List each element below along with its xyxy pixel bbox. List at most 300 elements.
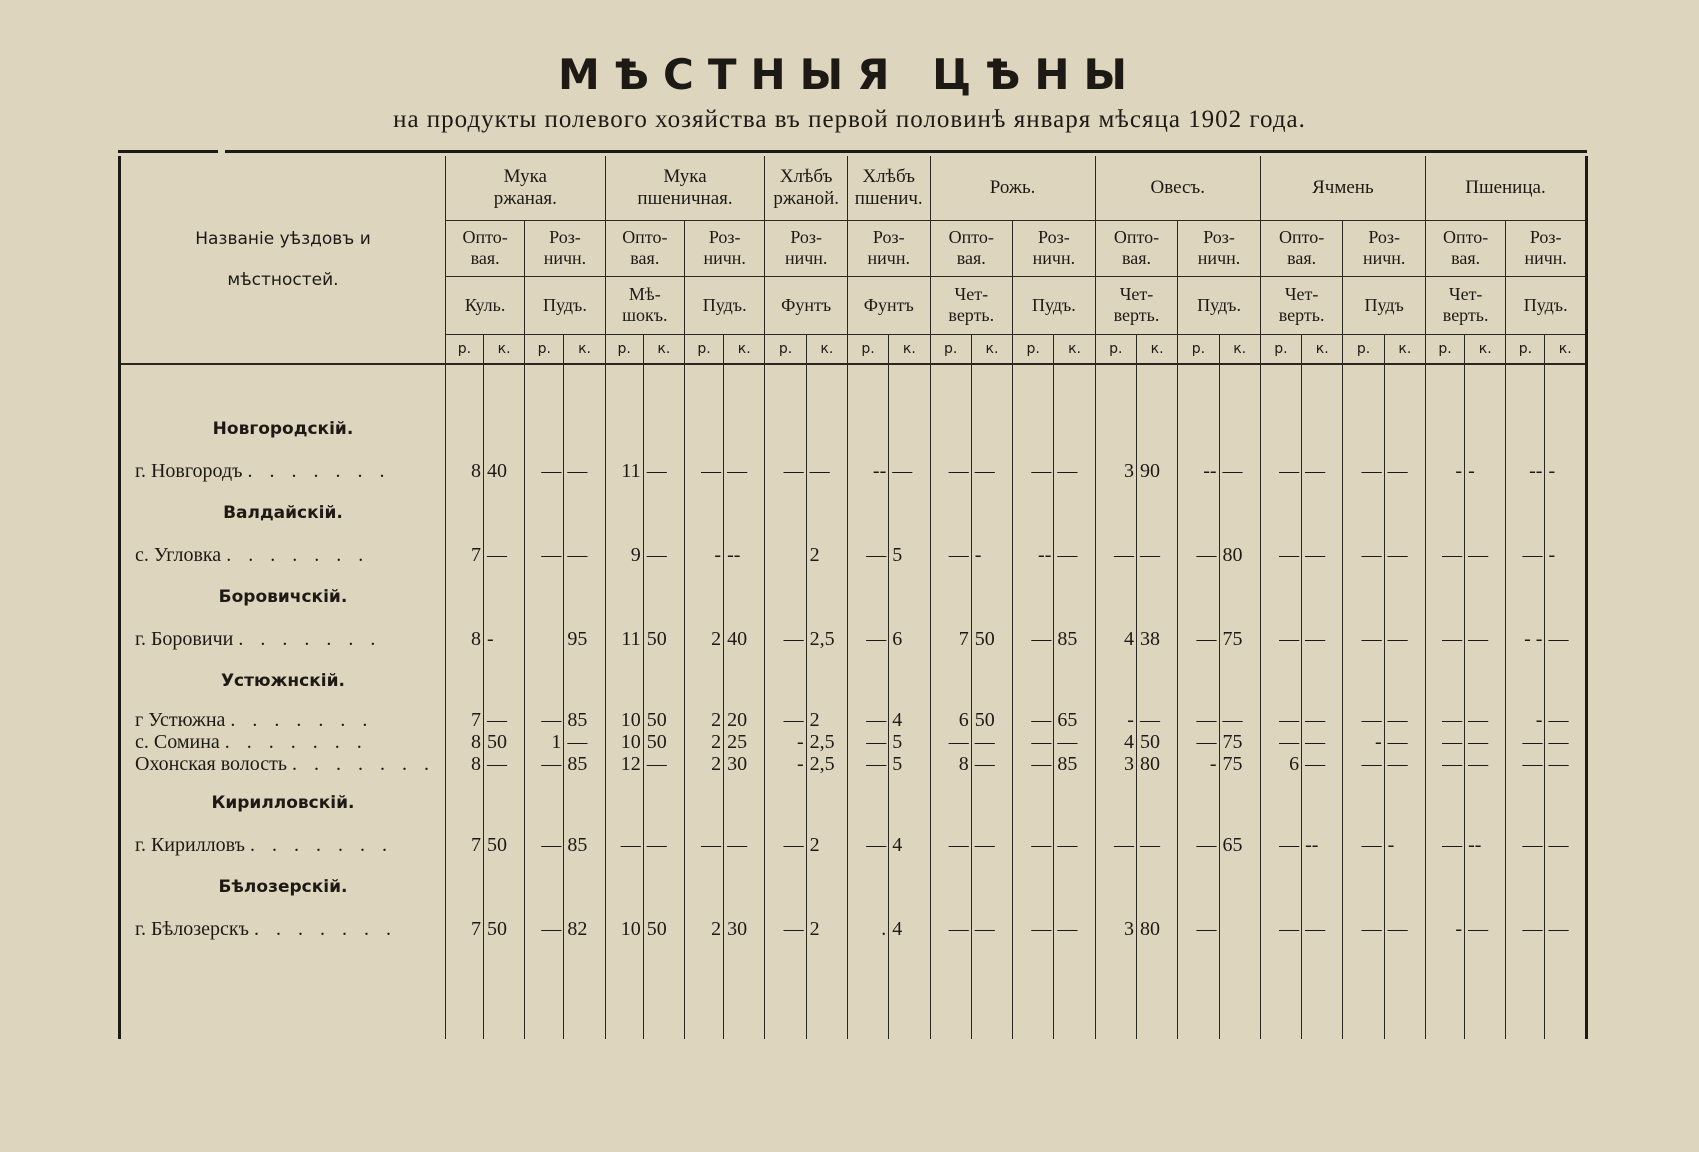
value-rubles: - <box>1095 709 1136 731</box>
value-kopecks: 75 <box>1219 731 1260 753</box>
empty-cell <box>1302 943 1343 1039</box>
empty-cell <box>525 859 564 915</box>
value-kopecks: 6 <box>889 625 930 653</box>
value-rubles: . <box>847 915 888 943</box>
header-text: Чет- <box>954 284 989 305</box>
value-kopecks <box>1219 915 1260 943</box>
empty-cell <box>1506 364 1545 401</box>
empty-cell <box>1054 653 1095 709</box>
value-kopecks: 5 <box>889 541 930 569</box>
leader-dots: . . . . . . . <box>238 627 382 650</box>
header-text: шокъ. <box>622 305 668 325</box>
value-rubles: — <box>1425 731 1464 753</box>
header-text: Опто- <box>622 227 668 248</box>
header-text: Пудъ. <box>1523 294 1568 315</box>
header-kopecks: к. <box>1545 334 1587 364</box>
value-kopecks: 38 <box>1136 625 1177 653</box>
header-group-2 <box>765 156 848 220</box>
value-rubles: 8 <box>445 457 483 485</box>
value-rubles: — <box>1013 915 1054 943</box>
empty-cell <box>1465 485 1506 541</box>
empty-cell <box>605 859 643 915</box>
header-rubles: р. <box>605 334 643 364</box>
value-rubles: 6 <box>1260 753 1301 775</box>
header-text: ничн. <box>1032 248 1076 268</box>
empty-cell <box>806 653 847 709</box>
value-kopecks: — <box>1054 915 1095 943</box>
value-kopecks: — <box>1219 709 1260 731</box>
leader-dots: . . . . . . . <box>247 459 391 482</box>
empty-cell <box>1136 364 1177 401</box>
empty-cell <box>605 775 643 831</box>
header-row-groups <box>120 156 1587 220</box>
empty-cell <box>605 943 643 1039</box>
value-rubles: — <box>1343 457 1384 485</box>
header-text: вая. <box>1287 248 1317 268</box>
district-row <box>120 569 1587 625</box>
empty-cell <box>525 775 564 831</box>
empty-cell <box>1219 653 1260 709</box>
empty-cell <box>564 401 605 457</box>
value-rubles: — <box>1343 831 1384 859</box>
header-rubles: р. <box>1343 334 1384 364</box>
table-row <box>120 753 1587 775</box>
empty-cell <box>1013 775 1054 831</box>
value-kopecks: 4 <box>889 915 930 943</box>
empty-cell <box>1136 569 1177 625</box>
empty-cell <box>684 569 723 625</box>
empty-cell <box>120 943 446 1039</box>
header-kopecks: к. <box>1219 334 1260 364</box>
empty-cell <box>1384 364 1425 401</box>
empty-cell <box>643 943 684 1039</box>
header-rubles: р. <box>765 334 806 364</box>
header-sub-0 <box>445 220 524 276</box>
empty-cell <box>724 569 765 625</box>
value-rubles: 4 <box>1095 625 1136 653</box>
value-kopecks: 82 <box>564 915 605 943</box>
empty-cell <box>1425 943 1464 1039</box>
value-rubles: -- <box>1506 457 1545 485</box>
value-rubles: 10 <box>605 915 643 943</box>
value-kopecks: 40 <box>724 625 765 653</box>
header-kopecks: к. <box>564 334 605 364</box>
empty-cell <box>564 485 605 541</box>
value-rubles: 7 <box>445 541 483 569</box>
header-text: Опто- <box>462 227 508 248</box>
district-name: Устюжнскій. <box>120 653 446 709</box>
value-kopecks: — <box>483 709 524 731</box>
empty-cell <box>847 364 888 401</box>
header-text: ничн. <box>703 248 746 268</box>
empty-cell <box>1095 364 1136 401</box>
empty-cell <box>643 364 684 401</box>
empty-cell <box>643 859 684 915</box>
leader-dots: . . . . . . . <box>230 709 374 731</box>
value-kopecks: — <box>643 753 684 775</box>
empty-cell <box>847 485 888 541</box>
empty-cell <box>1260 859 1301 915</box>
empty-cell <box>1219 485 1260 541</box>
empty-cell <box>889 859 930 915</box>
empty-cell <box>1545 364 1587 401</box>
table-row <box>120 541 1587 569</box>
value-kopecks: 80 <box>1136 915 1177 943</box>
value-rubles: — <box>1425 709 1464 731</box>
empty-cell <box>1178 401 1219 457</box>
value-kopecks: 50 <box>971 709 1012 731</box>
header-text: ржаной. <box>773 187 839 209</box>
value-rubles: 9 <box>605 541 643 569</box>
empty-cell <box>1545 485 1587 541</box>
empty-cell <box>1343 653 1384 709</box>
value-rubles: — <box>684 457 723 485</box>
value-kopecks: 50 <box>1136 731 1177 753</box>
value-kopecks: - <box>1545 541 1587 569</box>
empty-cell <box>847 653 888 709</box>
header-rubles: р. <box>1095 334 1136 364</box>
header-text: Чет- <box>1119 284 1154 305</box>
empty-cell <box>971 775 1012 831</box>
empty-cell <box>1219 569 1260 625</box>
district-row <box>120 485 1587 541</box>
value-kopecks: — <box>1465 541 1506 569</box>
header-text: ничн. <box>543 248 587 268</box>
empty-cell <box>1425 364 1464 401</box>
value-kopecks: 85 <box>564 831 605 859</box>
table-row <box>120 915 1587 943</box>
table-row <box>120 625 1587 653</box>
header-sub-10 <box>1260 220 1343 276</box>
empty-cell <box>1506 859 1545 915</box>
value-rubles: 3 <box>1095 457 1136 485</box>
empty-cell <box>1219 943 1260 1039</box>
value-kopecks: 2 <box>806 915 847 943</box>
header-unit-4 <box>765 276 848 334</box>
header-text: ничн. <box>1524 248 1567 268</box>
empty-cell <box>1260 653 1301 709</box>
value-kopecks: — <box>1384 915 1425 943</box>
empty-cell <box>1425 653 1464 709</box>
empty-cell <box>971 653 1012 709</box>
value-kopecks: -- <box>1465 831 1506 859</box>
empty-cell <box>1302 485 1343 541</box>
empty-cell <box>564 859 605 915</box>
empty-cell <box>889 401 930 457</box>
value-rubles: - <box>1425 915 1464 943</box>
empty-cell <box>930 859 971 915</box>
header-rubles: р. <box>1506 334 1545 364</box>
empty-cell <box>889 775 930 831</box>
empty-cell <box>525 569 564 625</box>
header-rubles: р. <box>1425 334 1464 364</box>
value-kopecks: 95 <box>564 625 605 653</box>
empty-cell <box>1219 364 1260 401</box>
value-rubles: — <box>847 731 888 753</box>
value-rubles: — <box>1425 625 1464 653</box>
place-name <box>120 457 446 485</box>
value-rubles: — <box>684 831 723 859</box>
header-text: Названіе уѣздовъ и <box>195 228 371 249</box>
empty-cell <box>1178 775 1219 831</box>
price-table <box>118 156 1588 1039</box>
empty-cell <box>445 775 483 831</box>
header-text: Опто- <box>1278 227 1325 248</box>
value-rubles <box>525 625 564 653</box>
value-kopecks: — <box>971 831 1012 859</box>
header-group-0 <box>445 156 605 220</box>
empty-cell <box>1054 569 1095 625</box>
place-name-text: Охонская волость <box>135 753 288 775</box>
header-unit-3 <box>684 276 764 334</box>
header-sub-2 <box>605 220 684 276</box>
value-kopecks: -- <box>1302 831 1343 859</box>
header-text: Хлѣбъ <box>862 165 915 187</box>
empty-cell <box>1013 401 1054 457</box>
header-text: Опто- <box>1113 227 1160 248</box>
header-text: вая. <box>1121 248 1151 268</box>
empty-cell <box>1465 859 1506 915</box>
header-text: Пудъ. <box>1197 294 1241 315</box>
header-text: мѣстностей. <box>227 269 339 290</box>
place-name-text: г. Бѣлозерскъ <box>135 917 249 940</box>
header-text: вая. <box>1451 248 1481 268</box>
value-rubles: — <box>1506 753 1545 775</box>
value-rubles: — <box>1506 731 1545 753</box>
value-kopecks: — <box>564 457 605 485</box>
empty-cell <box>1095 859 1136 915</box>
table-row <box>120 457 1587 485</box>
header-text: верть. <box>1278 305 1325 325</box>
value-kopecks: 5 <box>889 753 930 775</box>
empty-cell <box>1054 364 1095 401</box>
value-rubles: — <box>1095 541 1136 569</box>
district-name: Кирилловскій. <box>120 775 446 831</box>
header-text: Пудъ <box>1364 294 1404 315</box>
empty-cell <box>971 943 1012 1039</box>
empty-cell <box>1260 943 1301 1039</box>
header-group-4 <box>930 156 1095 220</box>
value-kopecks: 85 <box>1054 753 1095 775</box>
empty-cell <box>1095 485 1136 541</box>
empty-cell <box>889 364 930 401</box>
header-text: Роз- <box>1038 227 1070 248</box>
empty-cell <box>564 943 605 1039</box>
header-rubles: р. <box>445 334 483 364</box>
value-rubles: — <box>765 625 806 653</box>
empty-cell <box>1302 653 1343 709</box>
empty-cell <box>1506 569 1545 625</box>
value-rubles: — <box>1506 915 1545 943</box>
value-kopecks: 2,5 <box>806 625 847 653</box>
empty-cell <box>684 401 723 457</box>
header-kopecks: к. <box>1384 334 1425 364</box>
empty-cell <box>445 943 483 1039</box>
table-row <box>120 831 1587 859</box>
header-group-3 <box>847 156 930 220</box>
value-rubles: — <box>1013 753 1054 775</box>
value-kopecks: 30 <box>724 753 765 775</box>
place-name <box>120 831 446 859</box>
empty-cell <box>1545 859 1587 915</box>
tail-row <box>120 943 1587 1039</box>
empty-cell <box>971 401 1012 457</box>
header-sub-1 <box>525 220 605 276</box>
header-kopecks: к. <box>724 334 765 364</box>
value-kopecks: — <box>971 915 1012 943</box>
empty-cell <box>806 943 847 1039</box>
value-rubles: 1 <box>525 731 564 753</box>
header-text: Опто- <box>1443 227 1489 248</box>
table-row <box>120 731 1587 753</box>
value-kopecks: — <box>1302 625 1343 653</box>
header-text: Роз- <box>1368 227 1400 248</box>
value-rubles: — <box>1013 831 1054 859</box>
value-rubles: — <box>847 831 888 859</box>
value-kopecks: 5 <box>889 731 930 753</box>
value-rubles: - <box>684 541 723 569</box>
empty-cell <box>765 943 806 1039</box>
empty-cell <box>684 653 723 709</box>
value-kopecks: — <box>643 541 684 569</box>
header-text: Фунтъ <box>781 294 832 315</box>
empty-cell <box>1260 775 1301 831</box>
header-unit-5 <box>847 276 930 334</box>
empty-cell <box>1545 569 1587 625</box>
value-kopecks: — <box>1545 731 1587 753</box>
value-kopecks: — <box>1545 753 1587 775</box>
empty-cell <box>1343 364 1384 401</box>
value-kopecks: — <box>1302 457 1343 485</box>
header-text: Рожь. <box>989 176 1036 198</box>
header-text: Роз- <box>872 227 905 248</box>
empty-cell <box>1465 775 1506 831</box>
header-text: Куль. <box>464 294 506 315</box>
header-rubles: р. <box>525 334 564 364</box>
empty-cell <box>1219 775 1260 831</box>
value-kopecks: — <box>724 831 765 859</box>
empty-cell <box>643 775 684 831</box>
empty-cell <box>445 364 483 401</box>
header-sub-9 <box>1178 220 1261 276</box>
district-row <box>120 653 1587 709</box>
value-kopecks: 2 <box>806 831 847 859</box>
header-kopecks: к. <box>1136 334 1177 364</box>
empty-cell <box>1178 569 1219 625</box>
empty-cell <box>971 859 1012 915</box>
value-rubles: 2 <box>684 625 723 653</box>
empty-cell <box>1302 859 1343 915</box>
value-kopecks: 25 <box>724 731 765 753</box>
empty-cell <box>1545 943 1587 1039</box>
value-kopecks: 85 <box>564 709 605 731</box>
value-rubles: 2 <box>684 709 723 731</box>
empty-cell <box>806 859 847 915</box>
value-kopecks: 50 <box>483 731 524 753</box>
value-kopecks: — <box>1465 731 1506 753</box>
value-rubles: - <box>1506 709 1545 731</box>
empty-cell <box>724 364 765 401</box>
value-kopecks: — <box>1136 541 1177 569</box>
district-name: Бѣлозерскій. <box>120 859 446 915</box>
value-rubles: — <box>1178 915 1219 943</box>
empty-cell <box>806 775 847 831</box>
header-rubles: р. <box>930 334 971 364</box>
header-text: верть. <box>948 305 995 325</box>
header-text: Пудъ. <box>1031 294 1076 315</box>
value-kopecks: — <box>889 457 930 485</box>
leader-dots: . . . . . . . <box>253 917 397 940</box>
header-unit-13 <box>1506 276 1587 334</box>
empty-cell <box>1013 364 1054 401</box>
empty-cell <box>1302 401 1343 457</box>
value-kopecks: 65 <box>1054 709 1095 731</box>
value-kopecks: 80 <box>1136 753 1177 775</box>
value-kopecks: — <box>1136 831 1177 859</box>
value-kopecks: — <box>806 457 847 485</box>
value-kopecks: 90 <box>1136 457 1177 485</box>
value-rubles: 2 <box>684 915 723 943</box>
header-sub-11 <box>1343 220 1426 276</box>
value-kopecks: 40 <box>483 457 524 485</box>
empty-cell <box>1013 859 1054 915</box>
district-row <box>120 775 1587 831</box>
header-kopecks: к. <box>1465 334 1506 364</box>
value-kopecks: — <box>1219 457 1260 485</box>
value-rubles <box>765 541 806 569</box>
empty-cell <box>1219 859 1260 915</box>
empty-cell <box>1384 401 1425 457</box>
value-kopecks: — <box>971 457 1012 485</box>
empty-cell <box>971 485 1012 541</box>
value-rubles: 7 <box>445 831 483 859</box>
header-text: вая. <box>470 248 500 268</box>
empty-cell <box>724 859 765 915</box>
header-text: Пудъ. <box>702 294 747 315</box>
value-rubles: — <box>1260 541 1301 569</box>
empty-cell <box>806 485 847 541</box>
value-kopecks: 50 <box>483 915 524 943</box>
header-kopecks: к. <box>1302 334 1343 364</box>
empty-cell <box>643 569 684 625</box>
value-kopecks: - <box>1384 831 1425 859</box>
empty-cell <box>1013 485 1054 541</box>
header-text: пшенич. <box>854 187 923 209</box>
value-rubles: — <box>765 709 806 731</box>
header-sub-13 <box>1506 220 1587 276</box>
empty-cell <box>605 401 643 457</box>
header-text: Чет- <box>1284 284 1319 305</box>
header-kopecks: к. <box>643 334 684 364</box>
header-unit-8 <box>1095 276 1178 334</box>
value-kopecks: — <box>1384 753 1425 775</box>
empty-cell <box>765 569 806 625</box>
value-kopecks: — <box>1465 753 1506 775</box>
header-text: ничн. <box>1362 248 1406 268</box>
place-name <box>120 915 446 943</box>
empty-cell <box>1506 401 1545 457</box>
empty-cell <box>1506 943 1545 1039</box>
value-kopecks: — <box>1054 457 1095 485</box>
empty-cell <box>1260 364 1301 401</box>
value-rubles: 10 <box>605 731 643 753</box>
value-rubles: — <box>1178 731 1219 753</box>
header-unit-6 <box>930 276 1013 334</box>
header-sub-6 <box>930 220 1013 276</box>
value-rubles: - <box>1343 731 1384 753</box>
empty-cell <box>525 401 564 457</box>
header-sub-4 <box>765 220 848 276</box>
